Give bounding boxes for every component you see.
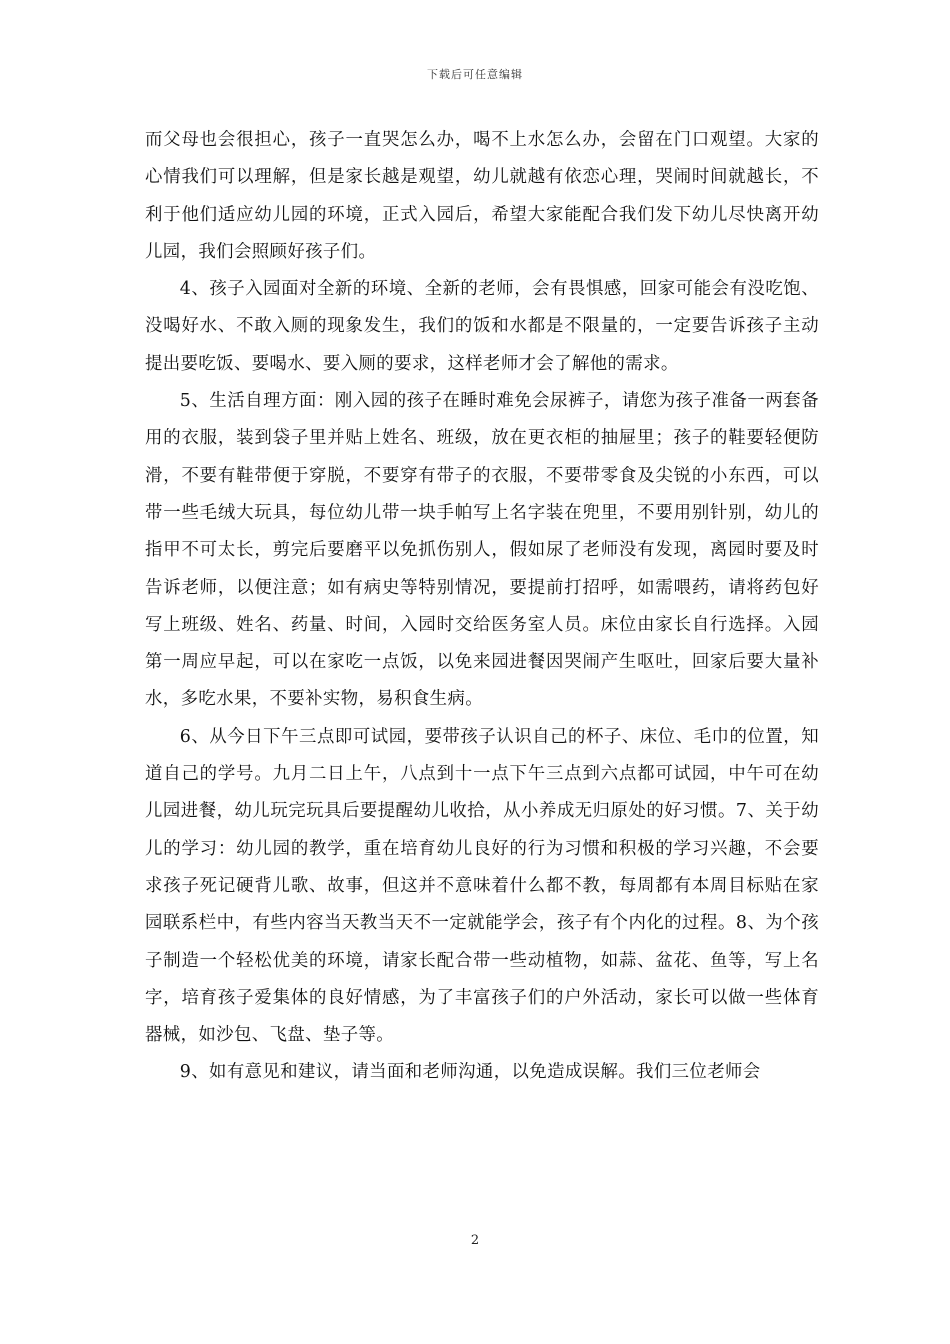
paragraph-item-4: 4、孩子入园面对全新的环境、全新的老师，会有畏惧感，回家可能会有没吃饱、没喝好水、不敢入厕的现象发生，我们的饭和水都是不限量的，一定要告诉孩子主动提出要吃饭、要喝水、要入厕的要求，这样老师才会了解他的需求。 [145,279,819,374]
paragraph-item-6-8: 6、从今日下午三点即可试园，要带孩子认识自己的杯子、床位、毛巾的位置，知道自己的学号。九月二日上午，八点到十一点下午三点到六点都可试园，中午可在幼儿园进餐，幼儿玩完玩具后要提醒幼儿收拾，从小养成无归原处的好习惯。7、关于幼儿的学习：幼儿园的教学，重在培育幼儿良好的行为习惯和积极的学习兴趣，不会要求孩子死记硬背儿歌、故事，但这并不意味着什么都不教，每周都有本周目标贴在家园联系栏中，有些内容当天教当天不一定就能学会，孩子有个内化的过程。8、为个孩子制造一个轻松优美的环境，请家长配合带一些动植物，如蒜、盆花、鱼等，写上名字，培育孩子爱集体的良好情感，为了丰富孩子们的户外活动，家长可以做一些体育器械，如沙包、飞盘、垫子等。 [145,726,819,1046]
document-body [145,122,819,1092]
page-number: 2 [470,1233,480,1248]
paragraph-parent-worry: 而父母也会很担心，孩子一直哭怎么办，喝不上水怎么办，会留在门口观望。大家的心情我们可以理解，但是家长越是观望，幼儿就越有依恋心理，哭闹时间就越长，不利于他们适应幼儿园的环境，正式入园后，希望大家能配合我们发下幼儿尽快离开幼儿园，我们会照顾好孩子们。 [145,130,819,262]
page-header-note: 下载后可任意编辑 [427,68,523,81]
paragraph-item-9: 9、如有意见和建议，请当面和老师沟通，以免造成误解。我们三位老师会 [179,1062,761,1083]
paragraph-item-5: 5、生活自理方面：刚入园的孩子在睡时难免会尿裤子，请您为孩子准备一两套备用的衣服，装到袋子里并贴上姓名、班级，放在更衣柜的抽屉里；孩子的鞋要轻便防滑，不要有鞋带便于穿脱，不要穿有带子的衣服，不要带零食及尖锐的小东西，可以带一些毛绒大玩具，每位幼儿带一块手帕写上名字装在兜里，不要用别针别，幼儿的指甲不可太长，剪完后要磨平以免抓伤别人，假如尿了老师没有发现，离园时要及时告诉老师，以便注意；如有病史等特别情况，要提前打招呼，如需喂药，请将药包好写上班级、姓名、药量、时间，入园时交给医务室人员。床位由家长自行选择。入园第一周应早起，可以在家吃一点饭，以免来园进餐因哭闹产生呕吐，回家后要大量补水，多吃水果，不要补实物，易积食生病。 [145,391,819,710]
